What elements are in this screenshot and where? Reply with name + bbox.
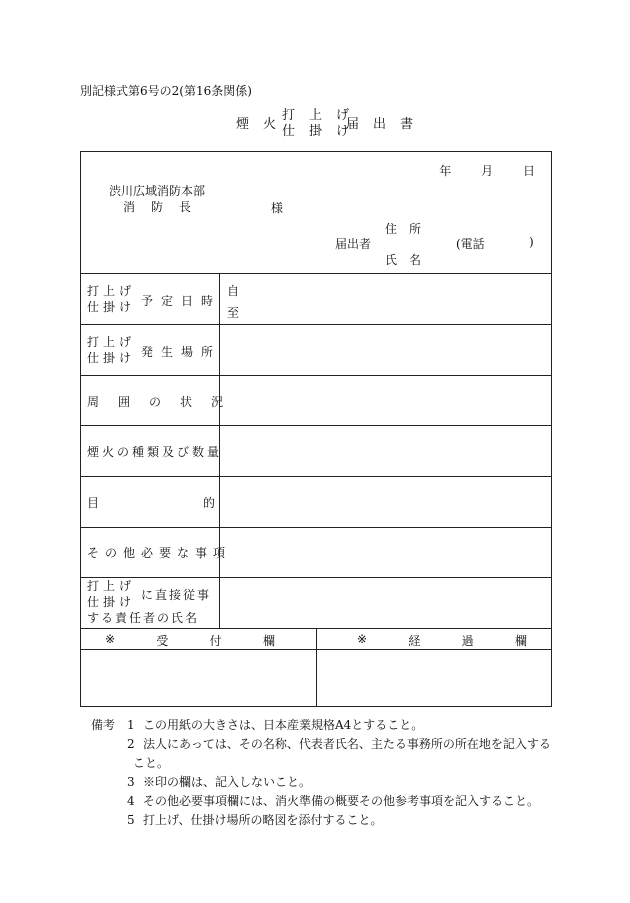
note-item xyxy=(91,792,551,811)
progress-mark: ※ xyxy=(357,632,368,646)
phone-close: ) xyxy=(529,235,534,249)
note-number: 1 xyxy=(127,718,135,732)
prefix-top: 打上げ xyxy=(87,335,136,349)
other-label: その他必要な事項 xyxy=(87,546,232,560)
note-number: 3 xyxy=(127,775,135,789)
note-number: 5 xyxy=(127,813,135,827)
reception-mark: ※ xyxy=(105,632,116,646)
note-item xyxy=(91,735,551,754)
note-item xyxy=(91,811,551,830)
responsible-label-b: する責任者の氏名 xyxy=(87,611,200,625)
day-label: 日 xyxy=(522,164,535,178)
destination-title: 消防長 xyxy=(123,200,208,214)
responsible-prefix xyxy=(87,578,135,610)
note-text: 打上げ、仕掛け場所の略図を添付すること。 xyxy=(143,813,383,827)
row-divider xyxy=(81,527,551,528)
note-text: 法人にあっては、その名称、代表者氏名、主たる事務所の所在地を記入する xyxy=(143,737,551,751)
row-divider xyxy=(81,324,551,325)
month-label: 月 xyxy=(481,164,494,178)
year-label: 年 xyxy=(439,164,452,178)
note-text: ※印の欄は、記入しないこと。 xyxy=(143,775,312,789)
note-number: 2 xyxy=(127,737,135,751)
row-divider xyxy=(81,476,551,477)
row-divider xyxy=(81,375,551,376)
note-number: 4 xyxy=(127,794,135,808)
date-line xyxy=(413,162,535,179)
fireworks-label: 煙火の種類及び数量 xyxy=(87,445,223,459)
progress-a: 経 xyxy=(408,634,421,648)
reporter-label: 届出者 xyxy=(335,237,372,251)
notes-section xyxy=(91,716,551,830)
progress-b: 過 xyxy=(461,634,474,648)
title-part-b-bottom: 仕掛け xyxy=(282,124,364,139)
prefix-bottom: 仕掛け xyxy=(87,595,136,609)
note-item xyxy=(91,716,551,735)
column-divider xyxy=(316,628,317,707)
destination-org: 渋川広域消防本部 xyxy=(109,184,206,198)
progress-section-header xyxy=(357,632,527,649)
name-label: 氏名 xyxy=(385,253,434,267)
purpose-label-b: 的 xyxy=(202,496,215,510)
schedule-from: 自 xyxy=(227,284,240,298)
location-prefix xyxy=(87,334,135,366)
reception-section-header xyxy=(105,632,275,649)
report-form-table xyxy=(80,151,552,707)
title-part-c: 届出書 xyxy=(346,117,428,132)
prefix-bottom: 仕掛け xyxy=(87,351,136,365)
note-item xyxy=(91,773,551,792)
reception-c: 欄 xyxy=(262,634,275,648)
purpose-label xyxy=(87,494,215,511)
reception-a: 受 xyxy=(156,634,169,648)
notes-header: 備考 xyxy=(91,718,116,732)
row-divider xyxy=(81,425,551,426)
honorific: 様 xyxy=(271,201,284,215)
document-title xyxy=(236,104,426,138)
title-part-b-top: 打上げ xyxy=(282,108,364,123)
location-label: 発生場所 xyxy=(141,345,222,359)
form-number: 別記様式第6号の2(第16条関係) xyxy=(80,84,252,98)
note-continuation: こと。 xyxy=(133,756,170,770)
surroundings-label: 周囲の状況 xyxy=(87,395,243,409)
prefix-top: 打上げ xyxy=(87,579,136,593)
reception-b: 付 xyxy=(209,634,222,648)
row-divider xyxy=(81,577,551,578)
schedule-prefix xyxy=(87,283,135,315)
phone-label: (電話 xyxy=(456,237,485,251)
responsible-label-a: に直接従事 xyxy=(141,588,212,602)
address-label: 住所 xyxy=(385,222,434,236)
note-text: その他必要事項欄には、消火準備の概要その他参考事項を記入すること。 xyxy=(143,794,540,808)
schedule-label: 予定日時 xyxy=(141,294,222,308)
prefix-top: 打上げ xyxy=(87,284,136,298)
title-part-a: 煙火 xyxy=(236,117,291,132)
prefix-bottom: 仕掛け xyxy=(87,300,136,314)
schedule-to: 至 xyxy=(227,306,240,320)
progress-c: 欄 xyxy=(514,634,527,648)
row-divider xyxy=(81,273,551,274)
note-text: この用紙の大きさは、日本産業規格A4とすること。 xyxy=(143,718,424,732)
purpose-label-a: 目 xyxy=(87,496,100,510)
